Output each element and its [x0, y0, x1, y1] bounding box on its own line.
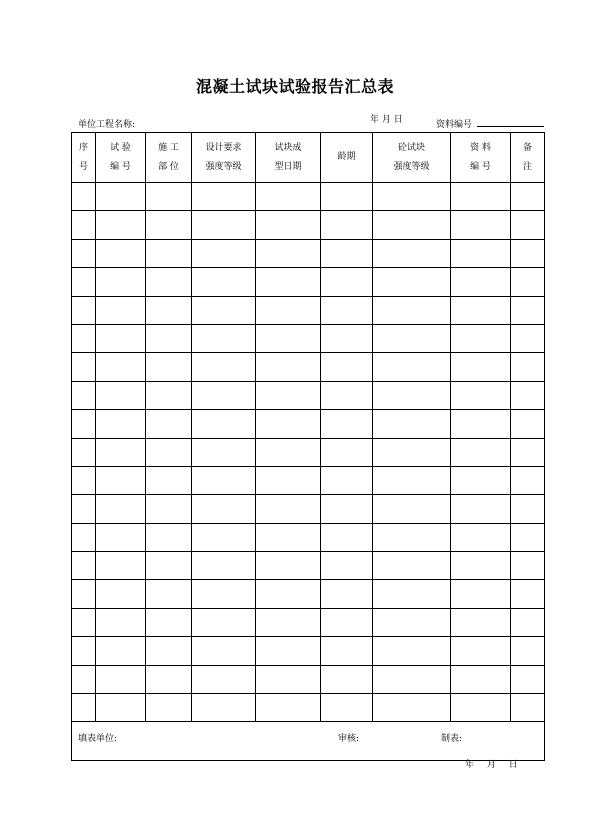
- table-cell[interactable]: [321, 637, 373, 665]
- table-cell[interactable]: [96, 580, 146, 608]
- table-cell[interactable]: [146, 239, 192, 267]
- table-cell[interactable]: [72, 438, 96, 466]
- table-row: [72, 211, 545, 239]
- table-body: [72, 183, 545, 722]
- table-cell[interactable]: [72, 324, 96, 352]
- table-cell[interactable]: [96, 183, 146, 211]
- header-text: 设计要求: [205, 142, 242, 153]
- footer-row: [72, 722, 545, 761]
- table-cell[interactable]: [321, 466, 373, 494]
- table-cell[interactable]: [321, 694, 373, 722]
- header-cell-remarks: [511, 133, 545, 183]
- table-cell[interactable]: [146, 211, 192, 239]
- table-cell[interactable]: [451, 211, 511, 239]
- table-cell[interactable]: [256, 552, 321, 580]
- table-cell[interactable]: [192, 353, 256, 381]
- table-cell[interactable]: [192, 239, 256, 267]
- table-cell[interactable]: [373, 268, 451, 296]
- table-row: [72, 523, 545, 551]
- table-cell[interactable]: [451, 438, 511, 466]
- table-cell[interactable]: [192, 268, 256, 296]
- table-row: [72, 466, 545, 494]
- table-cell[interactable]: [72, 381, 96, 409]
- reviewer-label: 审核:: [338, 734, 360, 745]
- table-cell[interactable]: [192, 381, 256, 409]
- table-cell[interactable]: [192, 211, 256, 239]
- table-cell[interactable]: [373, 211, 451, 239]
- table-row: [72, 438, 545, 466]
- table-cell[interactable]: [321, 296, 373, 324]
- table-cell[interactable]: [451, 239, 511, 267]
- table-cell[interactable]: [511, 466, 545, 494]
- table-cell[interactable]: [146, 665, 192, 693]
- table-cell[interactable]: [451, 183, 511, 211]
- table-cell[interactable]: [451, 523, 511, 551]
- table-cell[interactable]: [256, 438, 321, 466]
- table-cell[interactable]: [72, 580, 96, 608]
- table-cell[interactable]: [373, 608, 451, 636]
- table-cell[interactable]: [146, 466, 192, 494]
- table-row: [72, 324, 545, 352]
- table-row: [72, 296, 545, 324]
- table-cell[interactable]: [373, 410, 451, 438]
- table-cell[interactable]: [321, 552, 373, 580]
- table-cell[interactable]: [373, 523, 451, 551]
- table-cell[interactable]: [192, 580, 256, 608]
- table-cell[interactable]: [511, 183, 545, 211]
- table-cell[interactable]: [256, 183, 321, 211]
- table-cell[interactable]: [451, 466, 511, 494]
- table-cell[interactable]: [321, 324, 373, 352]
- table-cell[interactable]: [146, 296, 192, 324]
- header-cell-location: [146, 133, 192, 183]
- table-cell[interactable]: [72, 296, 96, 324]
- table-cell[interactable]: [96, 608, 146, 636]
- header-text: 龄期: [337, 152, 356, 163]
- table-cell[interactable]: [451, 296, 511, 324]
- table-cell[interactable]: [511, 523, 545, 551]
- table-cell[interactable]: [511, 637, 545, 665]
- filler-unit-label: 填表单位:: [78, 734, 118, 745]
- header-text: 试块成: [274, 142, 302, 153]
- table-cell[interactable]: [96, 211, 146, 239]
- table-cell[interactable]: [256, 239, 321, 267]
- maker-label: 制表:: [441, 734, 463, 745]
- header-text: 注: [522, 161, 532, 172]
- header-text: 砼试块: [397, 142, 425, 153]
- table-cell[interactable]: [451, 552, 511, 580]
- table-row: [72, 580, 545, 608]
- table-cell[interactable]: [192, 495, 256, 523]
- table-cell[interactable]: [451, 410, 511, 438]
- header-text: 资 料: [470, 142, 491, 153]
- table-cell[interactable]: [373, 495, 451, 523]
- table-cell[interactable]: [72, 694, 96, 722]
- table-cell[interactable]: [511, 211, 545, 239]
- table-cell[interactable]: [451, 665, 511, 693]
- table-row: [72, 694, 545, 722]
- table-cell[interactable]: [511, 694, 545, 722]
- table-cell[interactable]: [321, 410, 373, 438]
- header-cell-cast-date: [256, 133, 321, 183]
- table-cell[interactable]: [96, 637, 146, 665]
- table-cell[interactable]: [256, 211, 321, 239]
- table-cell[interactable]: [373, 580, 451, 608]
- table-cell[interactable]: [192, 608, 256, 636]
- table-cell[interactable]: [72, 466, 96, 494]
- table-cell[interactable]: [256, 608, 321, 636]
- table-cell[interactable]: [321, 438, 373, 466]
- table-cell[interactable]: [256, 410, 321, 438]
- table-cell[interactable]: [321, 495, 373, 523]
- table-cell[interactable]: [146, 410, 192, 438]
- table-cell[interactable]: [321, 211, 373, 239]
- table-cell[interactable]: [72, 353, 96, 381]
- date-label: 年 月 日: [370, 115, 403, 125]
- table-cell[interactable]: [451, 324, 511, 352]
- table-cell[interactable]: [192, 324, 256, 352]
- table-cell[interactable]: [72, 410, 96, 438]
- table-cell[interactable]: [146, 637, 192, 665]
- table-cell[interactable]: [192, 183, 256, 211]
- table-cell[interactable]: [321, 353, 373, 381]
- table-cell[interactable]: [96, 495, 146, 523]
- table-cell[interactable]: [511, 239, 545, 267]
- table-cell[interactable]: [451, 637, 511, 665]
- table-cell[interactable]: [146, 523, 192, 551]
- table-cell[interactable]: [72, 239, 96, 267]
- table-row: [72, 637, 545, 665]
- document-code-field[interactable]: [477, 126, 544, 127]
- table-cell[interactable]: [146, 381, 192, 409]
- header-text: 部 位: [158, 161, 179, 172]
- table-cell[interactable]: [511, 410, 545, 438]
- table-cell[interactable]: [321, 665, 373, 693]
- table-cell[interactable]: [256, 495, 321, 523]
- table-cell[interactable]: [256, 466, 321, 494]
- table-cell[interactable]: [146, 552, 192, 580]
- table-cell[interactable]: [96, 296, 146, 324]
- table-cell[interactable]: [511, 552, 545, 580]
- table-cell[interactable]: [511, 665, 545, 693]
- header-text: 强度等级: [393, 161, 430, 172]
- header-text: 施 工: [158, 142, 179, 153]
- table-cell[interactable]: [373, 239, 451, 267]
- table-cell[interactable]: [256, 353, 321, 381]
- table-cell[interactable]: [256, 381, 321, 409]
- table-cell[interactable]: [373, 324, 451, 352]
- table-cell[interactable]: [96, 353, 146, 381]
- header-cell-seq: [72, 133, 96, 183]
- table-row: [72, 410, 545, 438]
- table-cell[interactable]: [192, 296, 256, 324]
- table-cell[interactable]: [256, 296, 321, 324]
- header-text: 序: [78, 142, 88, 153]
- table-cell[interactable]: [96, 239, 146, 267]
- table-cell[interactable]: [146, 580, 192, 608]
- document-code-label: 资料编号: [436, 120, 473, 130]
- table-cell[interactable]: [192, 665, 256, 693]
- table-cell[interactable]: [373, 438, 451, 466]
- table-cell[interactable]: [373, 296, 451, 324]
- table-cell[interactable]: [451, 381, 511, 409]
- header-text: 备: [522, 142, 532, 153]
- table-cell[interactable]: [373, 665, 451, 693]
- table-cell[interactable]: [146, 608, 192, 636]
- table-cell[interactable]: [511, 608, 545, 636]
- table-cell[interactable]: [72, 523, 96, 551]
- table-cell[interactable]: [256, 665, 321, 693]
- table-cell[interactable]: [96, 324, 146, 352]
- table-cell[interactable]: [256, 523, 321, 551]
- bottom-date: 年 月 日: [465, 760, 518, 770]
- table-cell[interactable]: [72, 665, 96, 693]
- table-row: [72, 353, 545, 381]
- table-cell[interactable]: [451, 495, 511, 523]
- header-cell-doc-no: [451, 133, 511, 183]
- table-cell[interactable]: [192, 694, 256, 722]
- table-cell[interactable]: [451, 694, 511, 722]
- table-cell[interactable]: [256, 694, 321, 722]
- table-cell[interactable]: [321, 580, 373, 608]
- table-cell[interactable]: [256, 637, 321, 665]
- header-cell-design-grade: [192, 133, 256, 183]
- table-row: [72, 665, 545, 693]
- table-cell[interactable]: [451, 268, 511, 296]
- table-cell[interactable]: [96, 466, 146, 494]
- project-name-label: 单位工程名称:: [78, 120, 136, 130]
- table-cell[interactable]: [373, 552, 451, 580]
- table-cell[interactable]: [373, 466, 451, 494]
- table-cell[interactable]: [72, 637, 96, 665]
- table-cell[interactable]: [511, 438, 545, 466]
- header-text: 号: [78, 161, 88, 172]
- table-cell[interactable]: [511, 353, 545, 381]
- table-cell[interactable]: [321, 183, 373, 211]
- table-cell[interactable]: [511, 296, 545, 324]
- table-cell[interactable]: [321, 608, 373, 636]
- table-cell[interactable]: [321, 268, 373, 296]
- table-cell[interactable]: [511, 381, 545, 409]
- table-row: [72, 495, 545, 523]
- form-title: 混凝土试块试验报告汇总表: [195, 77, 394, 96]
- table-cell[interactable]: [146, 183, 192, 211]
- table-cell[interactable]: [321, 239, 373, 267]
- table-cell[interactable]: [373, 381, 451, 409]
- table-cell[interactable]: [256, 268, 321, 296]
- table-cell[interactable]: [321, 381, 373, 409]
- table-cell[interactable]: [192, 523, 256, 551]
- table-cell[interactable]: [192, 438, 256, 466]
- summary-table: [71, 132, 545, 761]
- header-cell-test-grade: [373, 133, 451, 183]
- table-cell[interactable]: [373, 694, 451, 722]
- header-text: 强度等级: [205, 161, 242, 172]
- table-cell[interactable]: [72, 268, 96, 296]
- table-cell[interactable]: [511, 324, 545, 352]
- table-cell[interactable]: [256, 324, 321, 352]
- table-cell[interactable]: [373, 637, 451, 665]
- table-cell[interactable]: [72, 495, 96, 523]
- table-cell[interactable]: [96, 438, 146, 466]
- table-row: [72, 381, 545, 409]
- table-cell[interactable]: [321, 523, 373, 551]
- table-cell[interactable]: [72, 183, 96, 211]
- table-cell[interactable]: [146, 438, 192, 466]
- table-cell[interactable]: [146, 268, 192, 296]
- table-cell[interactable]: [451, 580, 511, 608]
- footer-cell: [72, 722, 545, 761]
- table-cell[interactable]: [451, 353, 511, 381]
- table-cell[interactable]: [96, 552, 146, 580]
- table-cell[interactable]: [96, 381, 146, 409]
- table-cell[interactable]: [72, 608, 96, 636]
- table-row: [72, 268, 545, 296]
- table-cell[interactable]: [511, 495, 545, 523]
- header-cell-test-no: [96, 133, 146, 183]
- table-cell[interactable]: [96, 694, 146, 722]
- table-cell[interactable]: [96, 268, 146, 296]
- header-text: 型日期: [274, 161, 302, 172]
- table-cell[interactable]: [146, 694, 192, 722]
- header-cell-age: [321, 133, 373, 183]
- table-cell[interactable]: [72, 211, 96, 239]
- table-cell[interactable]: [192, 552, 256, 580]
- table-cell[interactable]: [96, 410, 146, 438]
- table-cell[interactable]: [146, 324, 192, 352]
- table-row: [72, 608, 545, 636]
- table-row: [72, 239, 545, 267]
- table-cell[interactable]: [96, 523, 146, 551]
- table-cell[interactable]: [96, 665, 146, 693]
- header-text: 编 号: [110, 161, 131, 172]
- header-text: 编 号: [470, 161, 491, 172]
- table-row: [72, 552, 545, 580]
- header-text: 试 验: [110, 142, 131, 153]
- table-cell[interactable]: [511, 268, 545, 296]
- header-row: [72, 133, 545, 183]
- table-cell[interactable]: [256, 580, 321, 608]
- table-cell[interactable]: [373, 183, 451, 211]
- table-cell[interactable]: [192, 637, 256, 665]
- table-cell[interactable]: [192, 410, 256, 438]
- table-cell[interactable]: [373, 353, 451, 381]
- table-cell[interactable]: [451, 608, 511, 636]
- table-cell[interactable]: [192, 466, 256, 494]
- table-cell[interactable]: [72, 552, 96, 580]
- table-row: [72, 183, 545, 211]
- table-cell[interactable]: [511, 580, 545, 608]
- table-cell[interactable]: [146, 353, 192, 381]
- table-cell[interactable]: [146, 495, 192, 523]
